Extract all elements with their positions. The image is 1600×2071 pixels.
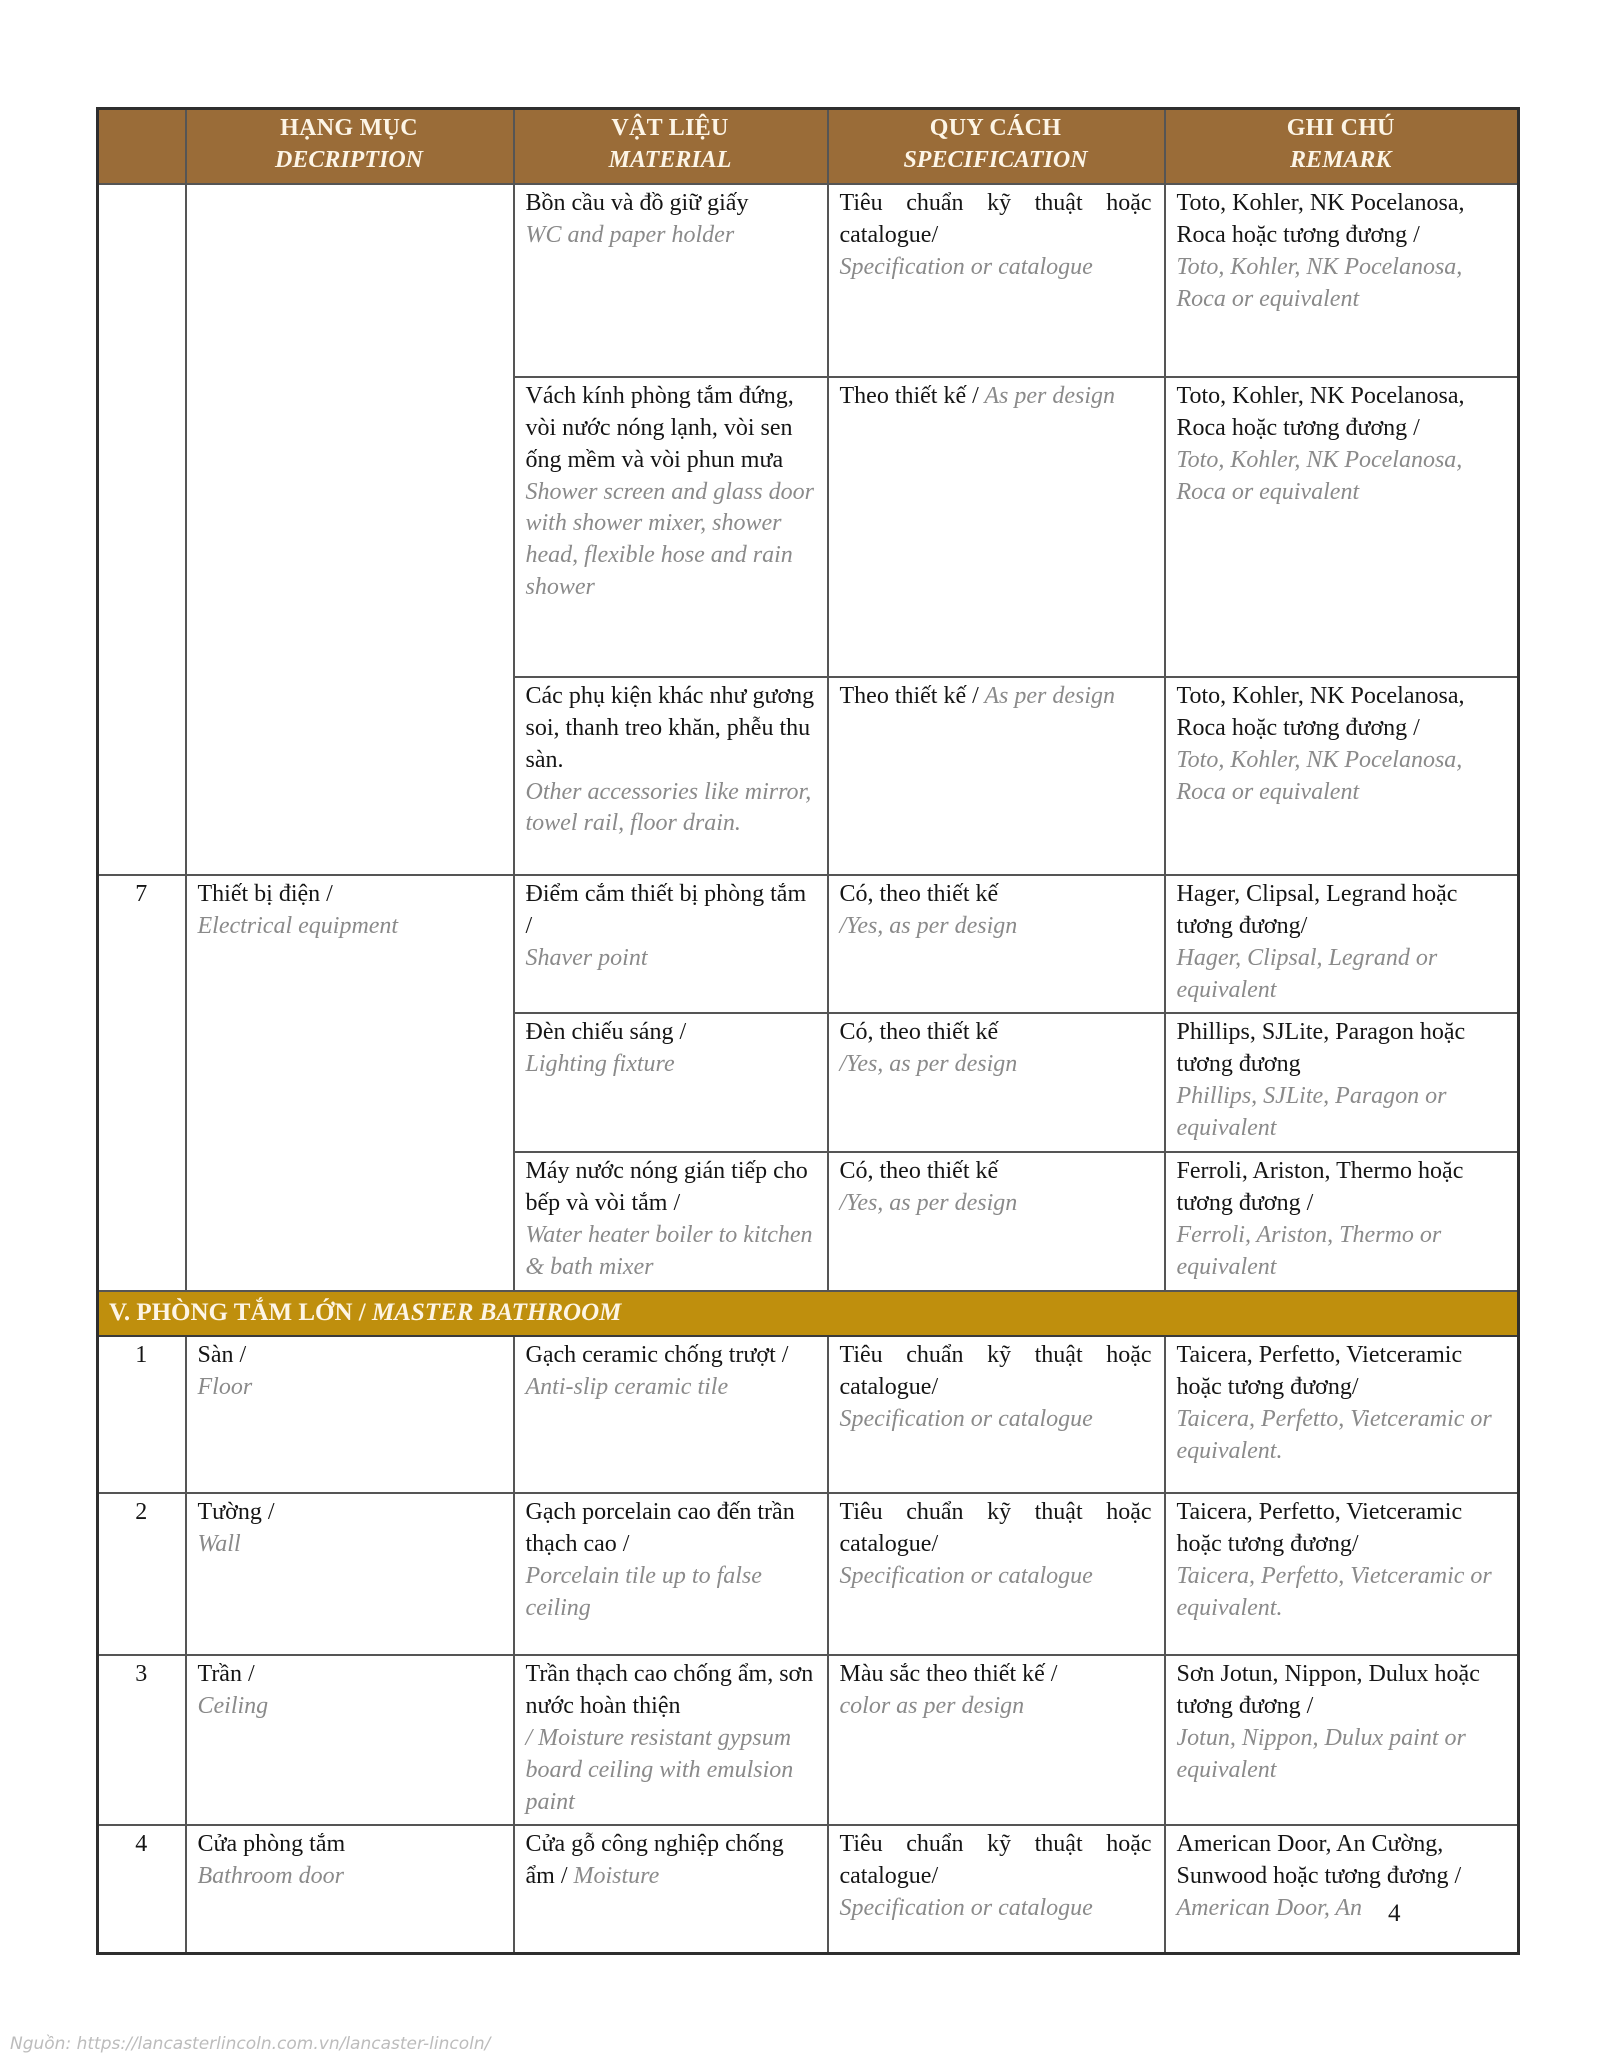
remark-cell xyxy=(1165,1336,1519,1493)
remark-cell xyxy=(1165,1013,1519,1152)
remark-cell-vi: American Door, An Cường, Sunwood hoặc tương đương / xyxy=(1176,1831,1462,1890)
spec-cell-en: /Yes, as per design xyxy=(839,912,1018,939)
material-cell-en: Shower screen and glass door with shower mixer, shower head, flexible hose and rain shower xyxy=(525,478,814,601)
material-cell-en: Moisture xyxy=(567,1863,660,1890)
row-number-cell xyxy=(98,1655,186,1826)
column-header-en: SPECIFICATION xyxy=(903,146,1088,173)
material-cell-en: Other accessories like mirror, towel rail, floor drain. xyxy=(525,778,812,837)
remark-cell xyxy=(1165,1493,1519,1655)
material-cell xyxy=(514,677,828,875)
remark-cell-vi: Taicera, Perfetto, Vietceramic hoặc tương đương/ xyxy=(1176,1341,1463,1400)
spec-cell-en: Specification or catalogue xyxy=(839,1562,1093,1589)
material-cell-vi: Vách kính phòng tắm đứng, vòi nước nóng lạnh, vòi sen ống mềm và vòi phun mưa xyxy=(525,382,794,473)
item-cell xyxy=(186,1825,514,1953)
spec-cell-en: Specification or catalogue xyxy=(839,1895,1093,1922)
remark-cell xyxy=(1165,1825,1519,1953)
row-number-cell xyxy=(98,1825,186,1953)
item-cell-en: Bathroom door xyxy=(197,1863,344,1890)
item-cell xyxy=(186,1336,514,1493)
spec-cell xyxy=(828,1013,1165,1152)
spec-cell-vi: Có, theo thiết kế xyxy=(839,880,999,907)
spec-cell-en: Specification or catalogue xyxy=(839,1405,1093,1432)
item-cell-en: Floor xyxy=(197,1373,253,1400)
material-cell-en: Water heater boiler to kitchen & bath mixer xyxy=(525,1221,813,1280)
column-header-1 xyxy=(186,109,514,184)
remark-cell-en: Hager, Clipsal, Legrand or equivalent xyxy=(1176,944,1438,1003)
spec-cell xyxy=(828,1493,1165,1655)
material-cell-en: Shaver point xyxy=(525,944,648,971)
spec-cell xyxy=(828,1152,1165,1291)
spec-cell xyxy=(828,1825,1165,1953)
table-row xyxy=(98,1655,1519,1826)
column-header-2 xyxy=(514,109,828,184)
table-row xyxy=(98,875,1519,1014)
spec-cell-vi: Tiêu chuẩn kỹ thuật hoặc catalogue/ xyxy=(839,1831,1152,1890)
column-header-4 xyxy=(1165,109,1519,184)
material-cell xyxy=(514,1825,828,1953)
spec-cell-en: As per design xyxy=(978,382,1116,409)
material-cell-vi: Trần thạch cao chống ẩm, sơn nước hoàn thiện xyxy=(525,1660,814,1719)
remark-cell-en: Toto, Kohler, NK Pocelanosa, Roca or equivalent xyxy=(1176,253,1463,312)
column-header-en: REMARK xyxy=(1290,146,1392,173)
remark-cell-vi: Taicera, Perfetto, Vietceramic hoặc tương đương/ xyxy=(1176,1498,1463,1557)
remark-cell-vi: Toto, Kohler, NK Pocelanosa, Roca hoặc tương đương / xyxy=(1176,189,1465,248)
item-cell-vi: Tường / xyxy=(197,1498,275,1525)
table-header xyxy=(98,109,1519,184)
item-cell xyxy=(186,1493,514,1655)
table-row xyxy=(98,184,1519,377)
material-cell-vi: Bồn cầu và đồ giữ giấy xyxy=(525,189,749,216)
material-cell-vi: Gạch ceramic chống trượt / xyxy=(525,1341,789,1368)
material-cell-en: WC and paper holder xyxy=(525,221,735,248)
row-number-cell-vi: 7 xyxy=(135,880,148,907)
spec-cell xyxy=(828,1336,1165,1493)
material-cell-vi: Cửa gỗ công nghiệp chống ẩm / xyxy=(525,1831,784,1890)
remark-cell-vi: Ferroli, Ariston, Thermo hoặc tương đương / xyxy=(1176,1158,1464,1216)
material-cell-en: Lighting fixture xyxy=(525,1051,675,1078)
row-number-cell-vi: 3 xyxy=(135,1660,148,1687)
row-number-cell xyxy=(98,1336,186,1493)
spec-cell-en: Specification or catalogue xyxy=(839,253,1093,280)
material-cell-vi: Gạch porcelain cao đến trần thạch cao / xyxy=(525,1498,795,1557)
page-number: 4 xyxy=(1388,1900,1401,1927)
item-cell-en: Ceiling xyxy=(197,1692,269,1719)
material-cell-en: Porcelain tile up to false ceiling xyxy=(525,1562,762,1621)
material-cell xyxy=(514,1152,828,1291)
item-cell-vi: Thiết bị điện / xyxy=(197,880,333,907)
remark-cell-vi: Toto, Kohler, NK Pocelanosa, Roca hoặc tương đương / xyxy=(1176,682,1465,741)
material-cell xyxy=(514,1336,828,1493)
column-header-en: DECRIPTION xyxy=(274,146,424,173)
column-header-0 xyxy=(98,109,186,184)
material-cell xyxy=(514,1013,828,1152)
spec-cell-vi: Có, theo thiết kế xyxy=(839,1158,999,1185)
material-cell xyxy=(514,875,828,1014)
column-header-vi: QUY CÁCH xyxy=(929,115,1062,141)
remark-cell xyxy=(1165,1655,1519,1826)
row-number-cell xyxy=(98,1493,186,1655)
spec-cell-vi: Màu sắc theo thiết kế / xyxy=(839,1660,1058,1687)
material-cell-vi: Các phụ kiện khác như gương soi, thanh treo khăn, phễu thu sàn. xyxy=(525,682,815,773)
remark-cell xyxy=(1165,184,1519,377)
table-row xyxy=(98,1825,1519,1953)
row-number-cell xyxy=(98,184,186,875)
remark-cell-en: Toto, Kohler, NK Pocelanosa, Roca or equivalent xyxy=(1176,746,1463,805)
spec-cell-vi: Có, theo thiết kế xyxy=(839,1019,999,1046)
table-body xyxy=(98,184,1519,1954)
remark-cell xyxy=(1165,677,1519,875)
spec-cell-vi: Theo thiết kế / xyxy=(839,682,979,709)
section-header xyxy=(98,1291,1519,1336)
row-number-cell xyxy=(98,875,186,1291)
remark-cell-en: American Door, An xyxy=(1176,1895,1363,1922)
source-note: Nguồn: https://lancasterlincoln.com.vn/lancaster-lincoln/ xyxy=(10,2034,491,2054)
remark-cell xyxy=(1165,377,1519,677)
remark-cell xyxy=(1165,1152,1519,1291)
spec-cell-vi: Tiêu chuẩn kỹ thuật hoặc catalogue/ xyxy=(839,189,1152,248)
item-cell-vi: Sàn / xyxy=(197,1341,247,1368)
material-cell xyxy=(514,377,828,677)
material-cell xyxy=(514,1655,828,1826)
table-header-row xyxy=(98,109,1519,184)
remark-cell xyxy=(1165,875,1519,1014)
spec-cell xyxy=(828,377,1165,677)
spec-cell xyxy=(828,875,1165,1014)
specification-table xyxy=(96,107,1520,1955)
item-cell xyxy=(186,1655,514,1826)
column-header-en: MATERIAL xyxy=(608,146,732,173)
spec-cell xyxy=(828,677,1165,875)
section-title-en: MASTER BATHROOM xyxy=(372,1298,622,1326)
row-number-cell-vi: 2 xyxy=(135,1498,148,1525)
row-number-cell-vi: 4 xyxy=(135,1831,148,1858)
remark-cell-en: Jotun, Nippon, Dulux paint or equivalent xyxy=(1176,1724,1466,1783)
material-cell xyxy=(514,184,828,377)
spec-cell-vi: Tiêu chuẩn kỹ thuật hoặc catalogue/ xyxy=(839,1341,1152,1400)
material-cell-vi: Điểm cắm thiết bị phòng tắm / xyxy=(525,880,807,939)
material-cell-vi: Đèn chiếu sáng / xyxy=(525,1019,687,1046)
item-cell xyxy=(186,875,514,1291)
remark-cell-vi: Hager, Clipsal, Legrand hoặc tương đương/ xyxy=(1176,880,1458,939)
spec-cell-vi: Tiêu chuẩn kỹ thuật hoặc catalogue/ xyxy=(839,1498,1152,1557)
column-header-vi: GHI CHÚ xyxy=(1286,115,1395,141)
section-title-vi: V. PHÒNG TẮM LỚN / xyxy=(109,1298,372,1326)
spec-cell xyxy=(828,1655,1165,1826)
column-header-3 xyxy=(828,109,1165,184)
material-cell xyxy=(514,1493,828,1655)
spec-cell-en: color as per design xyxy=(839,1692,1025,1719)
remark-cell-vi: Sơn Jotun, Nippon, Dulux hoặc tương đương / xyxy=(1176,1660,1480,1719)
material-cell-en: / Moisture resistant gypsum board ceiling with emulsion paint xyxy=(525,1724,794,1815)
material-cell-vi: Máy nước nóng gián tiếp cho bếp và vòi tắm / xyxy=(525,1158,808,1216)
spec-cell-vi: Theo thiết kế / xyxy=(839,382,979,409)
remark-cell-en: Toto, Kohler, NK Pocelanosa, Roca or equivalent xyxy=(1176,446,1463,505)
table-row xyxy=(98,1336,1519,1493)
spec-cell xyxy=(828,184,1165,377)
remark-cell-en: Ferroli, Ariston, Thermo or equivalent xyxy=(1176,1221,1442,1280)
remark-cell-vi: Phillips, SJLite, Paragon hoặc tương đương xyxy=(1176,1019,1466,1078)
remark-cell-vi: Toto, Kohler, NK Pocelanosa, Roca hoặc tương đương / xyxy=(1176,382,1465,441)
spec-cell-en: /Yes, as per design xyxy=(839,1051,1018,1078)
item-cell-en: Wall xyxy=(197,1530,241,1557)
item-cell-vi: Trần / xyxy=(197,1660,255,1687)
section-header-row xyxy=(98,1291,1519,1336)
remark-cell-en: Taicera, Perfetto, Vietceramic or equivalent. xyxy=(1176,1405,1492,1464)
spec-cell-en: /Yes, as per design xyxy=(839,1189,1018,1216)
material-cell-en: Anti-slip ceramic tile xyxy=(525,1373,729,1400)
item-cell-vi: Cửa phòng tắm xyxy=(197,1831,346,1858)
column-header-vi: HẠNG MỤC xyxy=(280,115,418,141)
table-row xyxy=(98,1493,1519,1655)
column-header-vi: VẬT LIỆU xyxy=(611,115,729,141)
row-number-cell-vi: 1 xyxy=(135,1341,148,1368)
remark-cell-en: Phillips, SJLite, Paragon or equivalent xyxy=(1176,1083,1447,1142)
remark-cell-en: Taicera, Perfetto, Vietceramic or equivalent. xyxy=(1176,1562,1492,1621)
spec-cell-en: As per design xyxy=(978,682,1116,709)
item-cell-en: Electrical equipment xyxy=(197,912,399,939)
item-cell xyxy=(186,184,514,875)
